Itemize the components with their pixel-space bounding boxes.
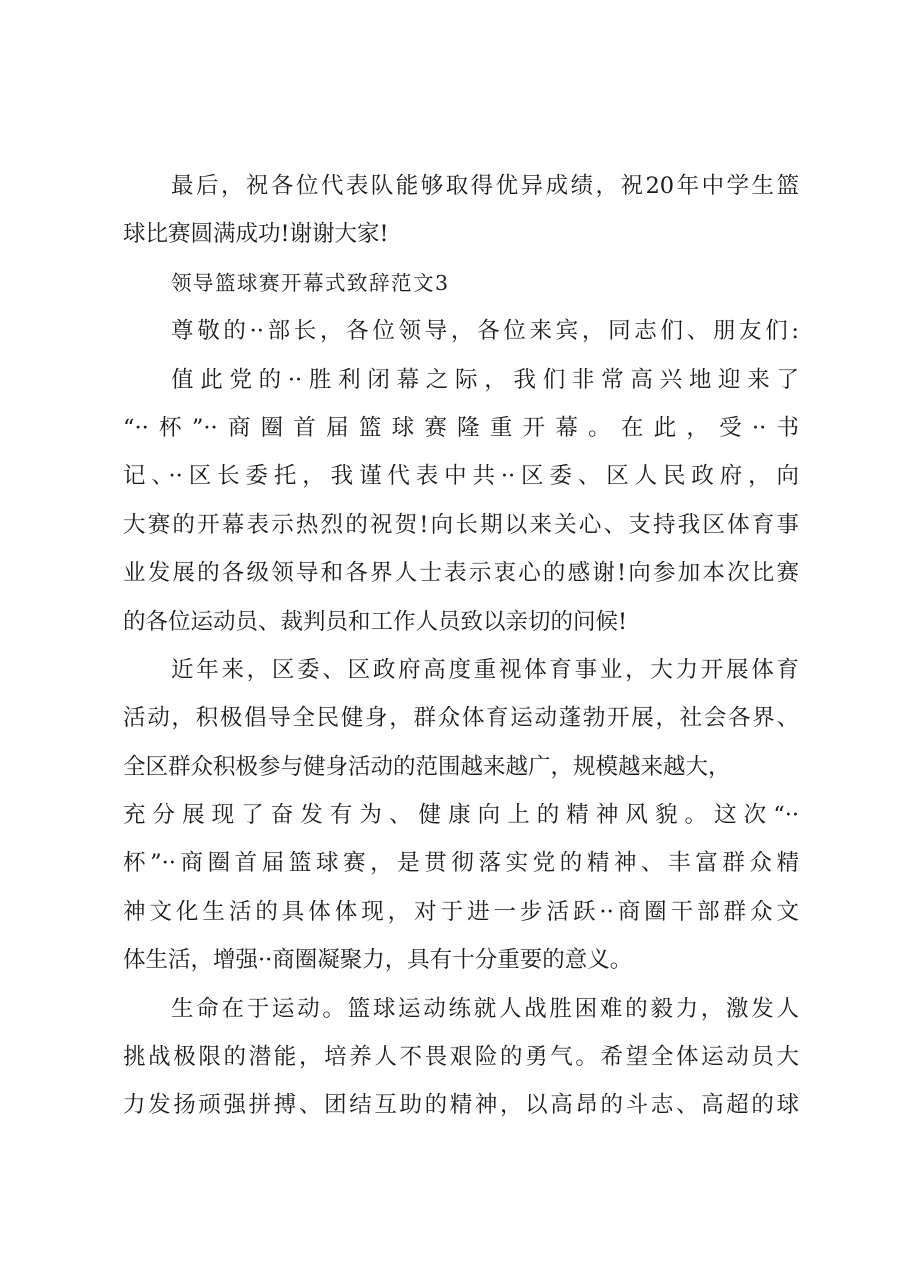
text-line: 记、··区长委托，我谨代表中共··区委、区人民政府，向: [123, 463, 799, 490]
section-heading: 领导篮球赛开幕式致辞范文3: [171, 270, 450, 295]
text-line: 神文化生活的具体体现，对于进一步活跃··商圈干部群众文: [123, 898, 799, 925]
text-line: 生命在于运动。篮球运动练就人战胜困难的毅力，激发人: [171, 995, 799, 1022]
document-body: [123, 162, 799, 1130]
text-line: 值此党的··胜利闭幕之际，我们非常高兴地迎来了: [171, 366, 799, 393]
text-line: 的各位运动员、裁判员和工作人员致以亲切的问候!: [123, 608, 628, 635]
text-line: 挑战极限的潜能，培养人不畏艰险的勇气。希望全体运动员大: [123, 1044, 799, 1071]
text-line: 尊敬的··部长，各位领导，各位来宾，同志们、朋友们:: [171, 318, 799, 345]
text-line: 活动，积极倡导全民健身，群众体育运动蓬勃开展，社会各界、: [123, 705, 799, 732]
text-line: 杯”··商圈首届篮球赛，是贯彻落实党的精神、丰富群众精: [123, 850, 799, 877]
text-line: 全区群众积极参与健身活动的范围越来越广，规模越来越大，: [123, 753, 731, 780]
text-line: 大赛的开幕表示热烈的祝贺!向长期以来关心、支持我区体育事: [123, 511, 799, 538]
text-line: 近年来，区委、区政府高度重视体育事业，大力开展体育: [171, 656, 799, 683]
text-line: 最后，祝各位代表队能够取得优异成绩，祝20年中学生篮: [171, 173, 799, 199]
text-line: 业发展的各级领导和各界人士表示衷心的感谢!向参加本次比赛: [123, 560, 799, 587]
text-line: 球比赛圆满成功!谢谢大家!: [123, 221, 389, 248]
text-line: 充分展现了奋发有为、健康向上的精神风貌。这次“··: [123, 802, 799, 829]
text-line: 体生活，增强··商圈凝聚力，具有十分重要的意义。: [123, 947, 633, 974]
text-line: “··杯”··商圈首届篮球赛隆重开幕。在此，受··书: [123, 414, 799, 441]
text-line: 力发扬顽强拼搏、团结互助的精神，以高昂的斗志、高超的球: [123, 1092, 799, 1119]
